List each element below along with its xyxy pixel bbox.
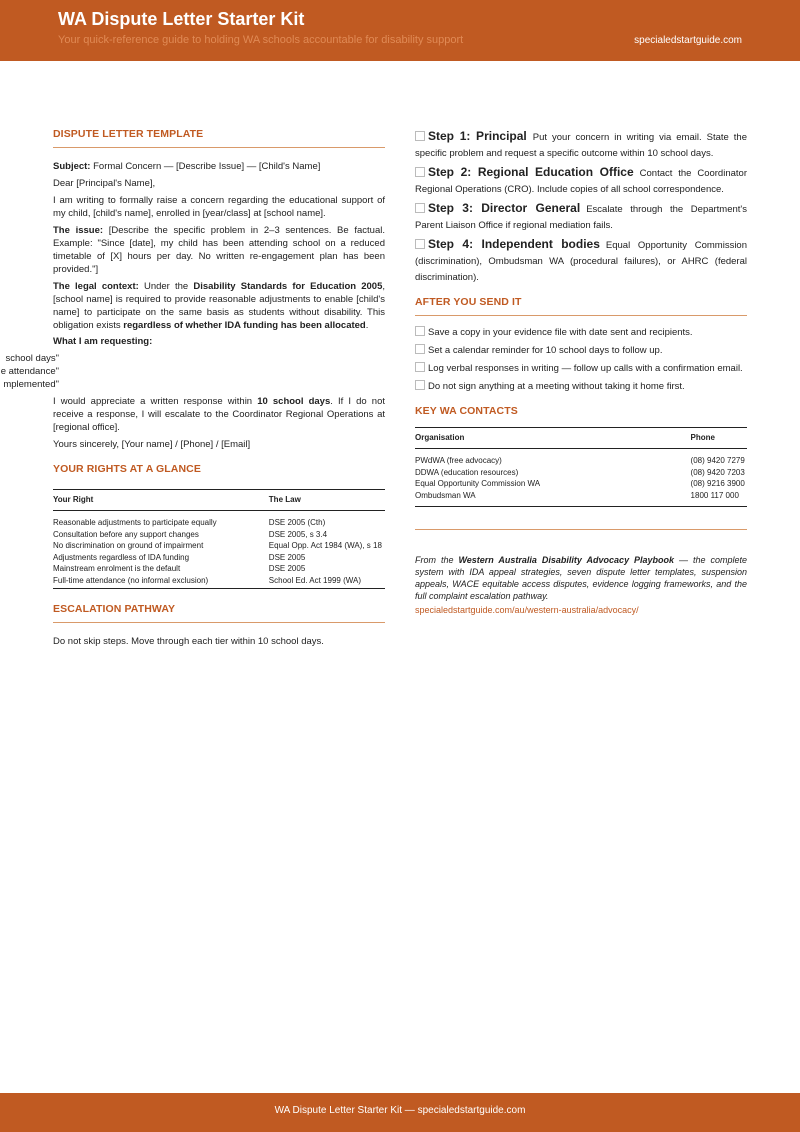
right-cell: Mainstream enrolment is the default xyxy=(53,564,181,573)
contacts-col-phone: Phone xyxy=(691,428,747,449)
table-row xyxy=(53,511,385,529)
response-bold: 10 school days xyxy=(257,396,331,407)
phone-cell: (08) 9420 7279 xyxy=(690,456,745,465)
step-text: Put your concern in writing via email. State the specific problem and request a specific outcome within 10 school days. xyxy=(415,132,747,159)
step-text: Contact the Coordinator Regional Operations (CRO). Include copies of all school correspondence. xyxy=(415,168,747,195)
rights-table xyxy=(53,489,385,589)
promo-link[interactable]: specialedstartguide.com/au/western-australia/advocacy/ xyxy=(415,605,639,615)
rights-col-right: Your Right xyxy=(53,490,269,511)
after-item[interactable] xyxy=(415,325,747,341)
contacts-table xyxy=(415,427,747,507)
step-label: Step 4: Independent bodies xyxy=(428,237,600,251)
step-label: Step 1: Principal xyxy=(428,129,527,143)
checkbox-icon[interactable] xyxy=(415,167,425,177)
legal-paragraph xyxy=(53,280,385,332)
request-item: mplemented" xyxy=(3,379,59,390)
promo-book: Western Australia Disability Advocacy Playbook xyxy=(458,555,675,565)
law-cell: DSE 2005 xyxy=(268,564,306,573)
rights-heading: YOUR RIGHTS AT A GLANCE xyxy=(53,463,201,475)
right-cell: Reasonable adjustments to participate equally xyxy=(53,518,217,527)
law-cell: School Ed. Act 1999 (WA) xyxy=(269,575,385,589)
escalation-step[interactable] xyxy=(415,128,747,162)
org-cell: PWdWA (free advocacy) xyxy=(415,456,502,465)
after-text: Log verbal responses in writing — follow up calls with a confirmation email. xyxy=(428,363,743,374)
table-row xyxy=(53,529,385,541)
escalation-step[interactable] xyxy=(415,236,747,286)
header-site-link[interactable]: specialedstartguide.com xyxy=(634,35,742,46)
table-row xyxy=(415,449,747,467)
subject-label: Subject: xyxy=(53,161,91,172)
checkbox-icon[interactable] xyxy=(415,239,425,249)
checkbox-icon[interactable] xyxy=(415,203,425,213)
right-cell: Consultation before any support changes xyxy=(53,529,199,539)
response-pre: I would appreciate a written response within xyxy=(53,396,253,407)
request-list xyxy=(0,353,385,395)
left-column xyxy=(0,128,385,652)
legal-end: . xyxy=(365,320,369,331)
page-subtitle: Your quick-reference guide to holding WA schools accountable for disability support xyxy=(58,34,464,46)
org-cell: Ombudsman WA xyxy=(415,490,691,507)
table-row xyxy=(415,490,747,507)
right-cell: No discrimination on ground of impairment xyxy=(53,541,204,550)
requesting-label: What I am requesting: xyxy=(53,336,153,347)
request-item: school days" xyxy=(5,353,59,364)
after-item[interactable] xyxy=(415,379,747,395)
legal-act: Disability Standards for Education 2005 xyxy=(193,281,383,292)
checkbox-icon[interactable] xyxy=(415,326,425,336)
response-paragraph xyxy=(53,395,385,434)
phone-cell: (08) 9420 7203 xyxy=(690,467,745,477)
after-text: Do not sign anything at a meeting without taking it home first. xyxy=(428,381,685,392)
rights-col-law: The Law xyxy=(269,490,385,511)
org-cell: DDWA (education resources) xyxy=(415,467,519,477)
legal-pre: Under the xyxy=(143,281,189,292)
step-label: Step 3: Director General xyxy=(428,201,581,215)
after-heading: AFTER YOU SEND IT xyxy=(415,296,747,316)
phone-cell: 1800 117 000 xyxy=(691,490,747,507)
page-footer xyxy=(0,1093,800,1132)
checkbox-icon[interactable] xyxy=(415,344,425,354)
law-cell: DSE 2005 (Cth) xyxy=(268,518,326,527)
right-cell: Full-time attendance (no informal exclusion) xyxy=(53,575,269,589)
legal-mid: , [school name] is required to provide reasonable adjustments to enable [child's name] to participate on the same basis as students without disability. This obligation exists xyxy=(53,281,385,331)
escalation-step[interactable] xyxy=(415,164,747,198)
law-cell: DSE 2005, s 3.4 xyxy=(268,529,328,539)
salutation: Dear [Principal's Name], xyxy=(53,178,156,189)
promo-text xyxy=(415,554,747,602)
step-label: Step 2: Regional Education Office xyxy=(428,165,634,179)
legal-label: The legal context: xyxy=(53,281,139,292)
right-cell: Adjustments regardless of IDA funding xyxy=(53,552,190,562)
checkbox-icon[interactable] xyxy=(415,380,425,390)
law-cell: DSE 2005 xyxy=(268,552,306,562)
issue-label: The issue: xyxy=(53,225,104,236)
template-heading: DISPUTE LETTER TEMPLATE xyxy=(53,128,385,148)
page-header xyxy=(0,0,800,61)
footer-text: WA Dispute Letter Starter Kit — specialedstartguide.com xyxy=(274,1105,526,1116)
contacts-col-org: Organisation xyxy=(415,428,691,449)
phone-cell: (08) 9216 3900 xyxy=(690,479,745,488)
after-item[interactable] xyxy=(415,361,747,377)
after-item[interactable] xyxy=(415,343,747,359)
law-cell: Equal Opp. Act 1984 (WA), s 18 xyxy=(268,541,382,550)
issue-paragraph xyxy=(53,224,385,276)
issue-text: [Describe the specific problem in 2–3 sentences. Be factual. Example: "Since [date], my child has been attending school on a reduced timetable of [X] hours per day. No written re-engagement plan has been provided."] xyxy=(53,225,385,275)
escalation-heading: ESCALATION PATHWAY xyxy=(53,603,385,623)
step-text: Equal Opportunity Commission (discrimination), Ombudsman WA (procedural failures), or AHRC (federal discrimination). xyxy=(415,240,747,283)
legal-bold: regardless of whether IDA funding has been allocated xyxy=(123,320,366,331)
table-row xyxy=(53,540,385,552)
checkbox-icon[interactable] xyxy=(415,362,425,372)
signoff: Yours sincerely, [Your name] / [Phone] / [Email] xyxy=(53,439,251,450)
divider xyxy=(415,529,747,530)
response-post: . If I do not receive a response, I will escalate to the Coordinator Regional Operations at [regional office]. xyxy=(53,396,385,433)
subject-text: Formal Concern — [Describe Issue] — [Child's Name] xyxy=(93,161,321,172)
contacts-heading: KEY WA CONTACTS xyxy=(415,405,518,417)
checkbox-icon[interactable] xyxy=(415,131,425,141)
org-cell: Equal Opportunity Commission WA xyxy=(415,479,541,488)
promo-post: — the complete system with IDA appeal strategies, seven dispute letter templates, suspension appeals, WACE equitable access disputes, evidence logging frameworks, and the full complaint escalation pathway. xyxy=(415,555,747,601)
after-text: Save a copy in your evidence file with date sent and recipients. xyxy=(428,327,693,338)
after-text: Set a calendar reminder for 10 school days to follow up. xyxy=(428,345,663,356)
intro-paragraph: I am writing to formally raise a concern regarding the educational support of my child, [child's name], enrolled in [year/class] at [school name]. xyxy=(53,195,385,219)
table-row xyxy=(415,467,747,479)
table-row xyxy=(415,478,747,490)
table-row xyxy=(53,563,385,575)
promo-pre: From the xyxy=(415,555,454,565)
right-column xyxy=(415,128,747,615)
escalation-step[interactable] xyxy=(415,200,747,234)
escalation-intro: Do not skip steps. Move through each tier within 10 school days. xyxy=(53,636,324,647)
request-item: e attendance" xyxy=(0,366,59,377)
subject-line xyxy=(53,160,385,173)
table-row xyxy=(53,575,385,589)
table-row xyxy=(53,552,385,564)
page-title: WA Dispute Letter Starter Kit xyxy=(58,9,305,29)
step-text: Escalate through the Department's Parent Liaison Office if regional mediation fails. xyxy=(415,204,747,231)
